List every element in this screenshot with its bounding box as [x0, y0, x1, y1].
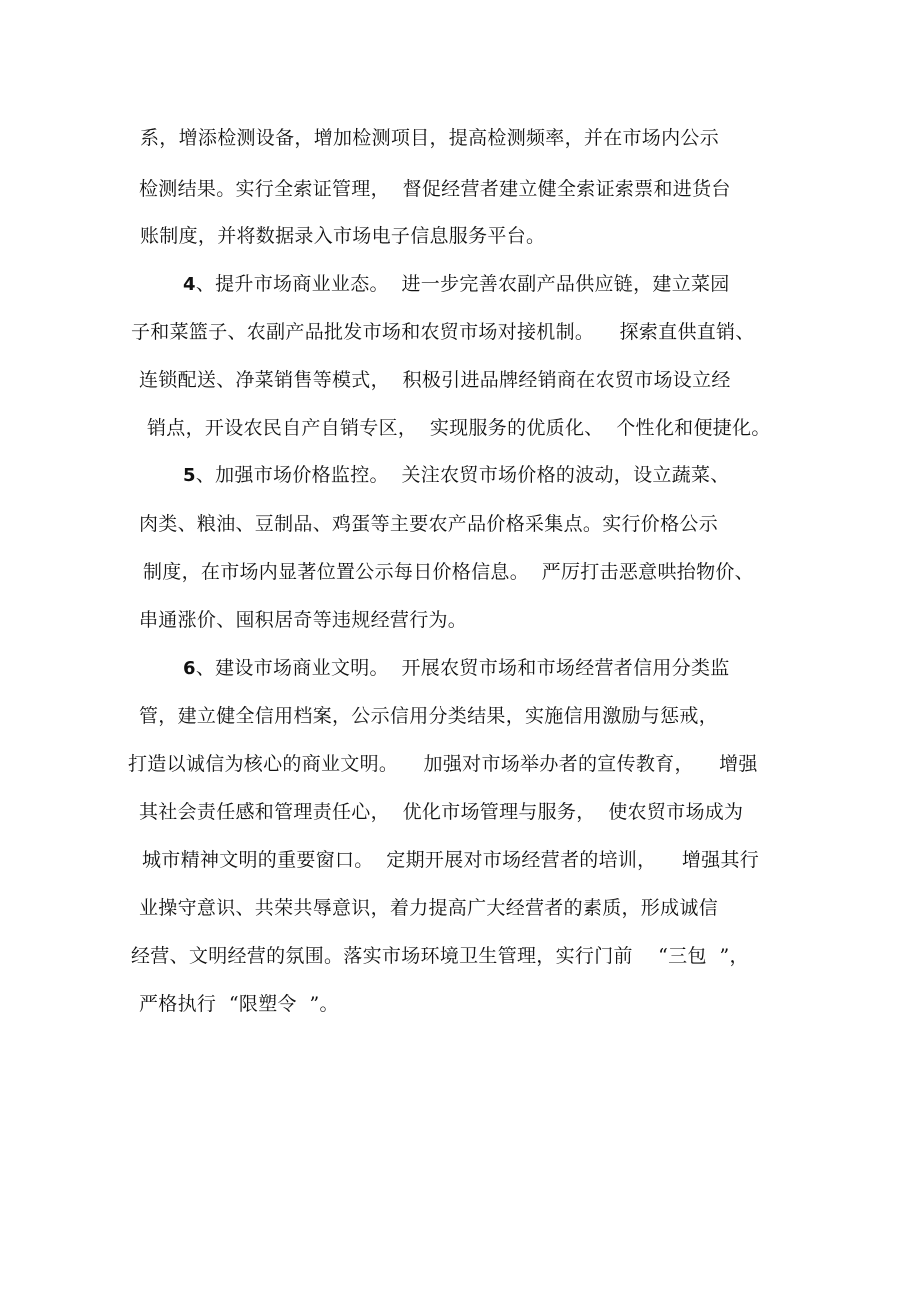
item-5-heading-line: [183, 463, 730, 488]
text-line-2: 检测结果。实行全索证管理， 督促经营者建立健全索证索票和进货台: [139, 178, 731, 200]
text-line-5: 子和菜篮子、农副产品批发市场和农贸市场对接机制。 探索直供直销、: [131, 321, 755, 343]
text-line-3: 账制度，并将数据录入市场电子信息服务平台。: [140, 225, 546, 247]
text-line-6: 连锁配送、净菜销售等模式， 积极引进品牌经销商在农贸市场设立经: [139, 369, 731, 391]
text-line-7: 销点，开设农民自产自销专区， 实现服务的优质化、 个性化和便捷化。: [147, 417, 771, 439]
text-line-10: 制度，在市场内显著位置公示每日价格信息。 严厉打击恶意哄抬物价、: [143, 561, 754, 583]
text-line-13: 管，建立健全信用档案，公示信用分类结果，实施信用激励与惩戒，: [139, 705, 719, 727]
text-line-17: 业操守意识、共荣共辱意识，着力提高广大经营者的素质，形成诚信: [139, 897, 719, 919]
text-line-19: 严格执行 “限塑令 ”。: [139, 993, 339, 1015]
item-4-text: 、提升市场商业业态。 进一步完善农副产品供应链，建立菜园: [195, 273, 730, 295]
text-line-15: 其社会责任感和管理责任心， 优化市场管理与服务， 使农贸市场成为: [139, 801, 744, 823]
item-4-heading-line: [183, 272, 730, 297]
text-line-18: 经营、文明经营的氛围。落实市场环境卫生管理，实行门前 “三包 ”，: [131, 945, 749, 967]
item-6-number: 6: [183, 658, 196, 679]
item-5-number: 5: [183, 465, 196, 486]
text-line-9: 肉类、粮油、豆制品、鸡蛋等主要农产品价格采集点。实行价格公示: [139, 513, 719, 535]
item-4-number: 4: [183, 274, 196, 295]
item-5-text: 、加强市场价格监控。 关注农贸市场价格的波动，设立蔬菜、: [195, 464, 730, 486]
text-line-14: 打造以诚信为核心的商业文明。 加强对市场举办者的宣传教育， 增强: [128, 753, 758, 775]
item-6-heading-line: [183, 656, 730, 681]
text-line-1: 系，增添检测设备，增加检测项目，提高检测频率，并在市场内公示: [140, 127, 720, 149]
text-line-16: 城市精神文明的重要窗口。 定期开展对市场经营者的培训， 增强其行: [142, 849, 760, 871]
text-line-11: 串通涨价、囤积居奇等违规经营行为。: [139, 609, 468, 631]
item-6-text: 、建设市场商业文明。 开展农贸市场和市场经营者信用分类监: [195, 657, 730, 679]
